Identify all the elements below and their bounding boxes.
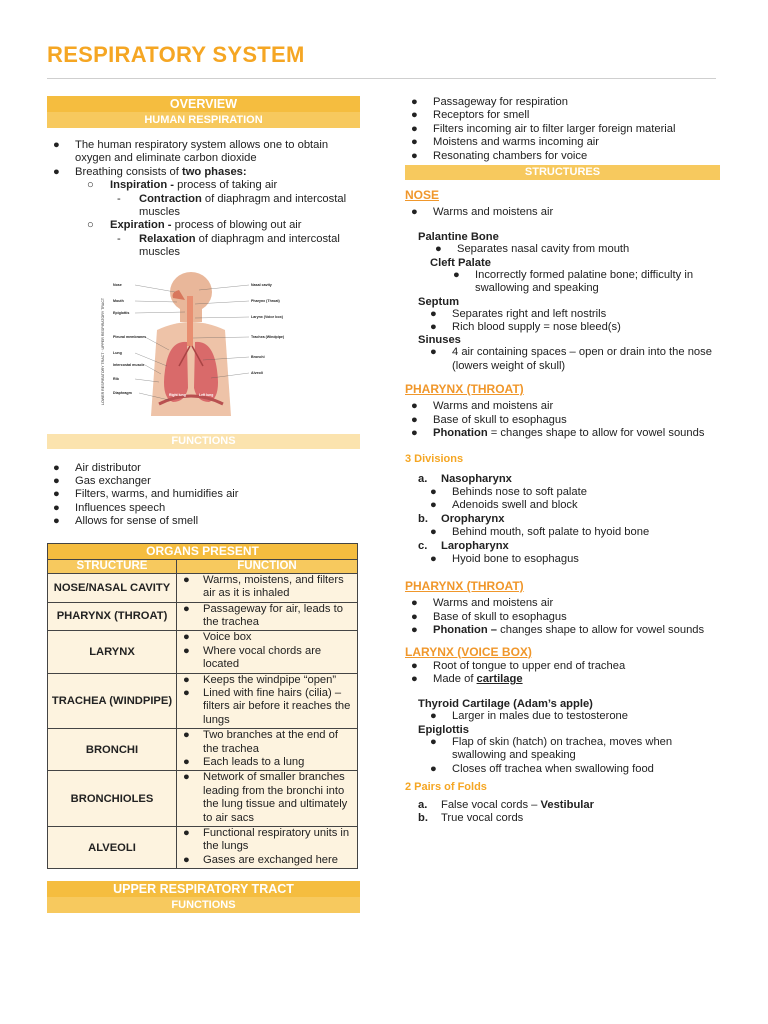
bullet-icon: ● (183, 771, 190, 784)
bullet-icon: ● (411, 413, 418, 426)
division-item: a. Nasopharynx (418, 472, 512, 485)
structure-cell: LARYNX (48, 631, 177, 673)
functions-list (47, 462, 360, 529)
bullet-icon: ● (411, 206, 418, 219)
bullet-icon: ● (411, 624, 418, 637)
table-row (48, 729, 358, 771)
cleft-label: Cleft Palate (430, 256, 491, 269)
circle-bullet-icon: ○ (87, 219, 94, 232)
bullet-icon: ● (411, 597, 418, 610)
diagram-lung-label: Right lung (169, 392, 186, 397)
bullet-icon: ● (183, 631, 190, 644)
bullet-icon: ● (53, 139, 60, 151)
table-row (48, 827, 358, 869)
function-point: ● Gases are exchanged here (183, 853, 338, 866)
function-point: ● Voice box (183, 631, 252, 644)
structure-column-header: STRUCTURE (48, 559, 177, 573)
pharynx-item: ● Warms and moistens air (411, 597, 554, 610)
inspiration-item: ○ Inspiration - process of taking air (87, 179, 278, 192)
function-item: ● Filters, warms, and humidifies air (53, 488, 239, 501)
bullet-icon: ● (430, 710, 437, 723)
sinuses-item: ● 4 air containing spaces – open or drain into the nose (lowers weight of skull) (430, 346, 712, 372)
division-sub-item: ● Adenoids swell and block (430, 499, 578, 512)
function-cell (177, 729, 358, 771)
bullet-icon: ● (411, 109, 418, 122)
folds-item: b. True vocal cords (418, 812, 524, 825)
bullet-icon: ● (435, 243, 442, 256)
division-sub-item: ● Hyoid bone to esophagus (430, 552, 579, 565)
bullet-icon: ● (53, 165, 60, 178)
diagram-label-left: Epiglottis (113, 310, 130, 315)
functions-banner: FUNCTIONS (47, 434, 360, 449)
table-row (48, 602, 358, 631)
left-column (47, 96, 360, 913)
bullet-icon: ● (430, 735, 437, 748)
function-item: ● Influences speech (53, 501, 166, 514)
organs-table-title: ORGANS PRESENT (48, 543, 358, 559)
function-point: ● Two branches at the end of the trachea (183, 729, 338, 755)
septum-item: ● Separates right and left nostrils (430, 307, 607, 320)
upper-tract-function-item: ● Filters incoming air to filter larger foreign material (411, 122, 676, 135)
bullet-icon: ● (411, 672, 418, 685)
upper-tract-function-item: ● Passageway for respiration (411, 96, 568, 108)
diagram-label-right: Trachea (Windpipe) (251, 334, 285, 339)
diagram-label-right: Bronchi (251, 354, 265, 359)
folds-heading: 2 Pairs of Folds (405, 781, 487, 793)
larynx-item: ● Made of cartilage (411, 672, 523, 685)
diagram-lung-label: Left lung (199, 392, 214, 397)
nose-item: ● Warms and moistens air (411, 206, 554, 219)
bullet-icon: ● (411, 149, 418, 162)
function-cell (177, 602, 358, 631)
bullet-icon: ● (183, 644, 190, 657)
septum-label: Septum (418, 295, 460, 308)
bullet-icon: ● (53, 515, 60, 528)
diagram-label-left: Rib (113, 376, 119, 381)
function-point: ● Functional respiratory units in the lungs (183, 827, 350, 853)
bullet-icon: ● (411, 96, 418, 108)
upper-tract-banner (47, 881, 360, 913)
bullet-icon: ● (411, 122, 418, 135)
diagram-label-left: Nose (113, 282, 122, 287)
dash-bullet-icon: - (117, 232, 121, 245)
function-cell (177, 827, 358, 869)
epiglottis-item: ● Closes off trachea when swallowing food (430, 762, 654, 775)
pharynx-item: ● Base of skull to esophagus (411, 610, 567, 623)
table-row (48, 631, 358, 673)
pharynx-item: ● Phonation – changes shape to allow for vowel sounds (411, 624, 705, 637)
bullet-icon: ● (430, 762, 437, 775)
bullet-icon: ● (183, 729, 190, 742)
diagram-label-left: Lung (113, 350, 122, 355)
bullet-icon: ● (183, 573, 190, 586)
structure-cell: BRONCHI (48, 729, 177, 771)
structure-cell: PHARYNX (THROAT) (48, 602, 177, 631)
bullet-icon: ● (453, 268, 460, 281)
function-cell (177, 673, 358, 729)
structure-cell: TRACHEA (WINDPIPE) (48, 673, 177, 729)
bullet-icon: ● (430, 307, 437, 320)
palatine-item: ● Separates nasal cavity from mouth (435, 243, 630, 256)
bullet-icon: ● (430, 526, 437, 539)
trachea-shape (187, 296, 193, 346)
bullet-icon: ● (183, 827, 190, 839)
upper-tract-function-item: ● Moistens and warms incoming air (411, 136, 600, 149)
larynx-item: ● Root of tongue to upper end of trachea (411, 659, 626, 672)
upper-tract-banner-title: UPPER RESPIRATORY TRACT (113, 882, 294, 897)
diagram-label-left: Intercostal muscle (113, 362, 145, 367)
function-point: ● Lined with fine hairs (cilia) – filters air before it reaches the lungs (183, 686, 351, 726)
sinuses-label: Sinuses (418, 334, 461, 347)
diagram-label-right: Alveoli (251, 370, 263, 375)
dash-bullet-icon: - (117, 192, 121, 205)
bullet-icon: ● (430, 485, 437, 498)
diagram-label-right: Larynx (Voice box) (251, 314, 283, 319)
bullet-icon: ● (430, 346, 437, 359)
larynx-heading: LARYNX (VOICE BOX) (405, 644, 532, 659)
folds-item: a. False vocal cords – Vestibular (418, 799, 594, 811)
structure-cell: ALVEOLI (48, 827, 177, 869)
upper-tract-functions-list (405, 96, 720, 163)
function-point: ● Warms, moistens, and filters air as it is inhaled (183, 573, 344, 600)
nose-heading: NOSE (405, 188, 440, 203)
table-row (48, 673, 358, 729)
divisions-heading: 3 Divisions (405, 452, 464, 465)
epiglottis-label: Epiglottis (418, 723, 469, 736)
division-sub-item: ● Behind mouth, soft palate to hyoid bone (430, 526, 650, 539)
bullet-icon: ● (183, 602, 190, 615)
bullet-icon: ● (53, 475, 60, 488)
septum-item: ● Rich blood supply = nose bleed(s) (430, 321, 621, 334)
diagram-side-label: LOWER RESPIRATORY TRACT · UPPER RESPIRATORY TRACT (101, 297, 105, 405)
bullet-icon: ● (430, 499, 437, 512)
thyroid-item: ● Larger in males due to testosterone (430, 710, 628, 723)
bullet-icon: ● (411, 659, 418, 672)
upper-tract-function-item: ● Receptors for smell (411, 109, 530, 122)
organs-table (47, 543, 358, 870)
division-item: b. Oropharynx (418, 512, 505, 525)
structure-cell: NOSE/NASAL CAVITY (48, 573, 177, 602)
circle-bullet-icon: ○ (87, 179, 94, 192)
diagram-label-right: Pharynx (Throat) (251, 298, 280, 303)
bullet-icon: ● (53, 488, 60, 501)
relaxation-item: - Relaxation of diaphragm and intercostal muscles (117, 232, 340, 259)
function-point: ● Where vocal chords are located (183, 644, 322, 671)
division-item: c. Laropharynx (418, 539, 509, 552)
function-cell (177, 631, 358, 673)
bullet-icon: ● (183, 755, 190, 768)
diagram-label-left: Diaphragm (113, 390, 132, 395)
overview-point: ● The human respiratory system allows one to obtain oxygen and eliminate carbon dioxide (53, 139, 329, 165)
function-cell (177, 573, 358, 602)
function-item: ● Air distributor (53, 461, 141, 474)
function-point: ● Keeps the windpipe “open” (183, 673, 337, 686)
overview-banner (47, 96, 360, 128)
pharynx-heading: PHARYNX (THROAT) (405, 382, 524, 397)
function-item: ● Allows for sense of smell (53, 515, 199, 528)
bullet-icon: ● (430, 321, 437, 334)
respiratory-anatomy-illustration (99, 270, 319, 420)
function-point: ● Each leads to a lung (183, 755, 305, 768)
bullet-icon: ● (411, 610, 418, 623)
bullet-icon: ● (183, 686, 190, 699)
function-cell (177, 771, 358, 827)
bullet-icon: ● (53, 461, 60, 474)
contraction-item: - Contraction of diaphragm and intercostal muscles (117, 192, 347, 219)
bullet-icon: ● (430, 552, 437, 565)
function-point: ● Passageway for air, leads to the trachea (183, 602, 343, 628)
cleft-item: ● Incorrectly formed palatine bone; difficulty in swallowing and speaking (453, 268, 694, 295)
table-row (48, 573, 358, 602)
title-divider (47, 78, 716, 79)
pharynx-item: ● Warms and moistens air (411, 400, 554, 413)
diagram-label-left: Mouth (113, 298, 124, 303)
right-column (405, 96, 720, 826)
expiration-item: ○ Expiration - process of blowing out air (87, 219, 302, 232)
page-title: RESPIRATORY SYSTEM (47, 42, 305, 67)
bullet-icon: ● (183, 673, 190, 686)
pharynx-heading-2: PHARYNX (THROAT) (405, 579, 524, 594)
pharynx-item: ● Phonation = changes shape to allow for vowel sounds (411, 427, 705, 440)
bullet-icon: ● (183, 853, 190, 866)
structures-banner: STRUCTURES (405, 165, 720, 180)
organs-table-body (48, 573, 358, 869)
pharynx-item: ● Base of skull to esophagus (411, 413, 567, 426)
table-row (48, 771, 358, 827)
upper-tract-banner-subtitle: FUNCTIONS (47, 897, 360, 913)
overview-banner-subtitle: HUMAN RESPIRATION (47, 112, 360, 128)
overview-banner-title: OVERVIEW (169, 97, 238, 111)
function-point: ● Network of smaller branches leading from the bronchi into the lung tissue and ultimately to air sacs (183, 771, 348, 824)
diagram-label-right: Nasal cavity (251, 282, 272, 287)
diagram-label-left: Pleural membranes (113, 334, 147, 339)
bullet-icon: ● (411, 136, 418, 149)
overview-point: ● Breathing consists of two phases: (53, 165, 247, 178)
palatine-label: Palantine Bone (418, 231, 499, 244)
division-sub-item: ● Behinds nose to soft palate (430, 485, 587, 498)
bullet-icon: ● (411, 427, 418, 440)
upper-tract-function-item: ● Resonating chambers for voice (411, 149, 588, 162)
bullet-icon: ● (53, 501, 60, 514)
divisions-list (405, 473, 720, 567)
function-item: ● Gas exchanger (53, 475, 151, 488)
respiratory-diagram (99, 270, 319, 420)
thyroid-label: Thyroid Cartilage (Adam’s apple) (418, 698, 593, 711)
epiglottis-item: ● Flap of skin (hatch) on trachea, moves when swallowing and speaking (430, 735, 673, 762)
structure-cell: BRONCHIOLES (48, 771, 177, 827)
function-column-header: FUNCTION (177, 559, 358, 573)
bullet-icon: ● (411, 400, 418, 413)
